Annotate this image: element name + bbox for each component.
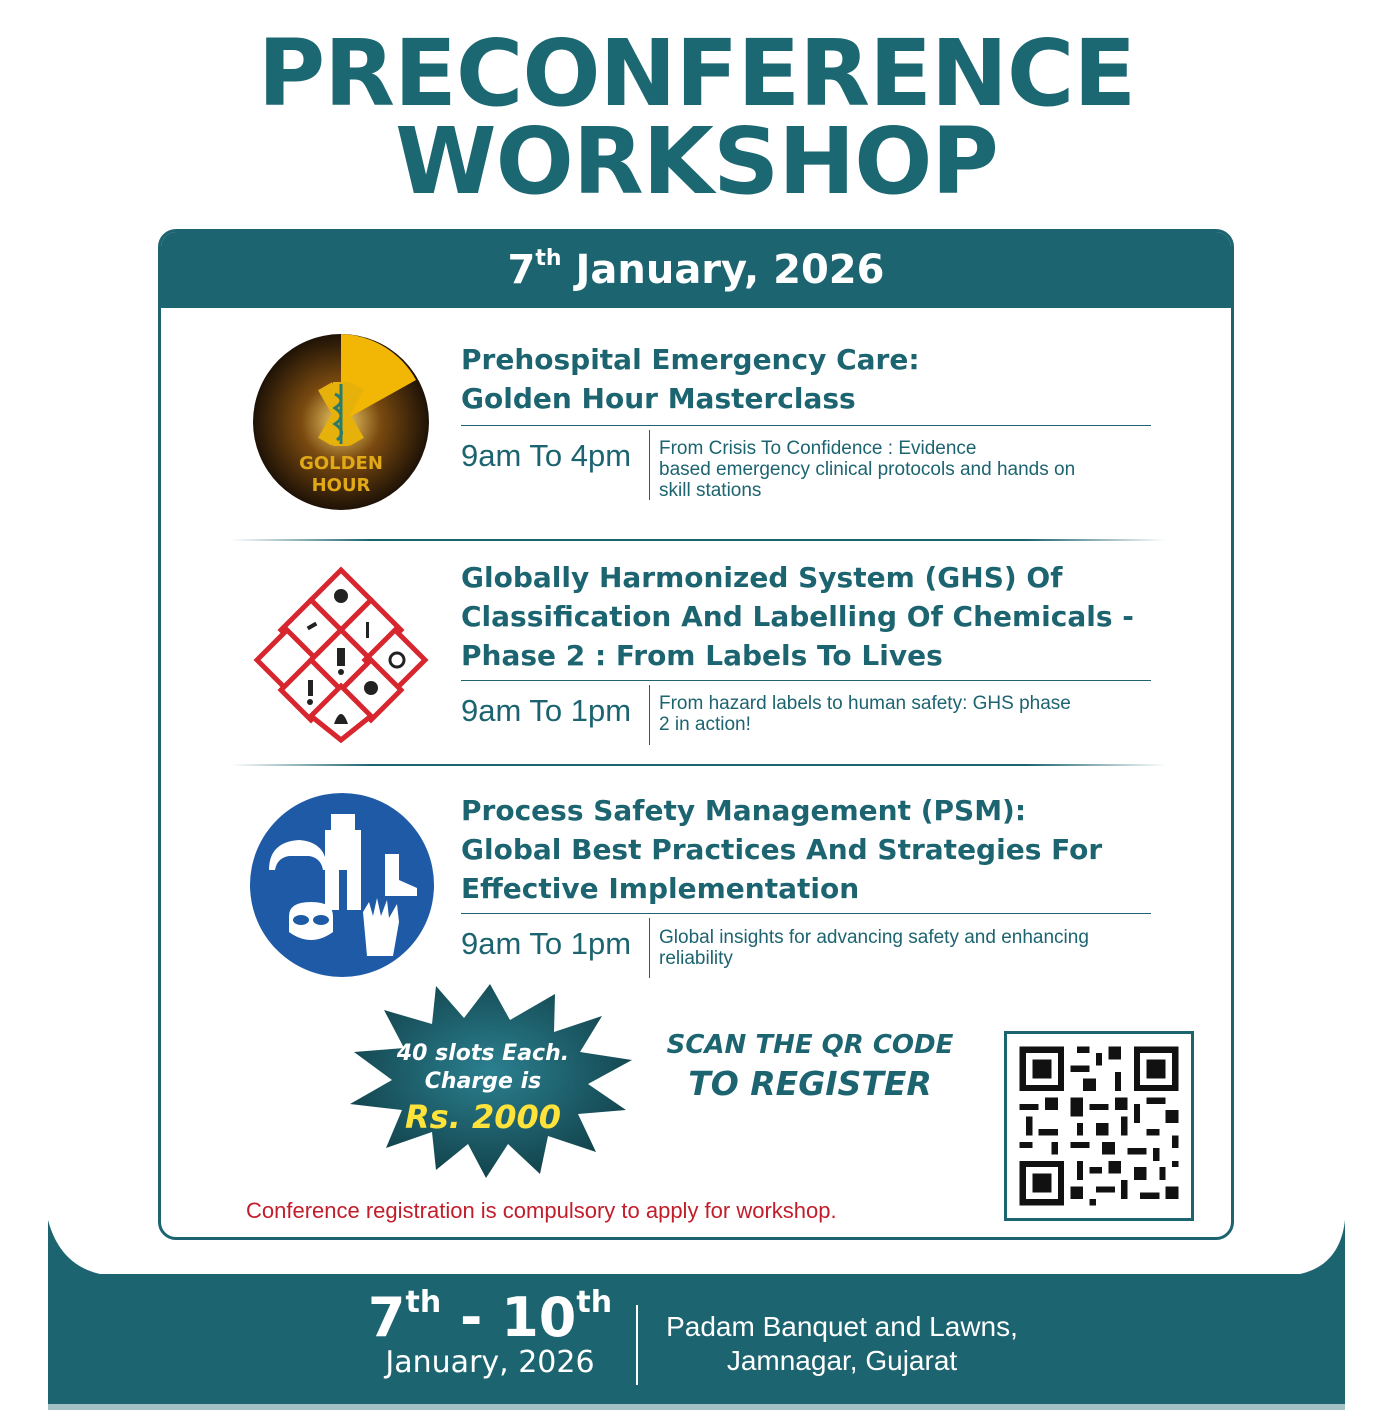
workshop-time: 9am To 1pm bbox=[461, 926, 632, 961]
event-end-day: 10 bbox=[501, 1286, 577, 1349]
page-title-line2: WORKSHOP bbox=[395, 108, 998, 215]
promo-line1: 40 slots Each. bbox=[396, 1041, 570, 1066]
workshop-time: 9am To 4pm bbox=[461, 438, 632, 473]
workshop-desc-line2: reliability bbox=[659, 948, 733, 969]
workshop-rule bbox=[461, 425, 1151, 426]
card-date-suffix: th bbox=[535, 246, 562, 271]
workshop-description bbox=[659, 438, 1139, 501]
workshop-title-line3: Phase 2 : From Labels To Lives bbox=[461, 639, 943, 672]
workshop-divider bbox=[649, 918, 650, 978]
workshop-description bbox=[659, 927, 1139, 969]
card-date-rest: January, 2026 bbox=[561, 247, 885, 293]
workshop-title bbox=[461, 558, 1161, 675]
event-date-dash: - bbox=[441, 1286, 502, 1349]
promo-price: Rs. 2000 bbox=[404, 1098, 562, 1136]
venue-line1: Padam Banquet and Lawns, bbox=[666, 1311, 1018, 1342]
workshop-title-line1: Prehospital Emergency Care: bbox=[461, 343, 920, 376]
page-title-line1: PRECONFERENCE bbox=[257, 20, 1136, 127]
golden-hour-icon bbox=[251, 332, 431, 512]
event-venue bbox=[652, 1310, 1032, 1378]
card-date-day: 7 bbox=[507, 247, 536, 293]
register-instruction-line2: TO REGISTER bbox=[688, 1064, 932, 1103]
workshop-description bbox=[659, 693, 1139, 735]
promo-line2: Charge is bbox=[424, 1069, 542, 1094]
registration-qr-code[interactable] bbox=[1004, 1031, 1194, 1221]
workshop-desc-line1: Global insights for advancing safety and enhancing bbox=[659, 927, 1089, 948]
workshop-title-line2: Golden Hour Masterclass bbox=[461, 382, 856, 415]
promo-text bbox=[378, 1040, 588, 1096]
workshop-divider bbox=[649, 430, 650, 500]
ppe-icon bbox=[249, 792, 435, 978]
workshop-time: 9am To 1pm bbox=[461, 693, 632, 728]
registration-notice: Conference registration is compulsory to apply for workshop. bbox=[246, 1198, 837, 1223]
event-start-suffix: th bbox=[405, 1285, 442, 1320]
workshop-desc-line1: From Crisis To Confidence : Evidence bbox=[659, 438, 977, 459]
workshop-title-line1: Process Safety Management (PSM): bbox=[461, 794, 1027, 827]
footer-divider bbox=[636, 1305, 638, 1385]
event-end-suffix: th bbox=[576, 1285, 613, 1320]
register-instruction-line1: SCAN THE QR CODE bbox=[666, 1030, 954, 1060]
workshop-desc-line2: 2 in action! bbox=[659, 714, 751, 735]
workshop-title bbox=[461, 791, 1161, 908]
section-separator bbox=[231, 539, 1166, 541]
workshop-title-line1: Globally Harmonized System (GHS) Of bbox=[461, 561, 1063, 594]
golden-hour-text2: HOUR bbox=[311, 475, 371, 496]
event-date-range bbox=[360, 1285, 620, 1349]
workshop-desc-line1: From hazard labels to human safety: GHS phase bbox=[659, 693, 1071, 714]
workshop-title-line2: Global Best Practices And Strategies For bbox=[461, 833, 1103, 866]
workshop-divider bbox=[649, 685, 650, 745]
workshop-title bbox=[461, 340, 1161, 418]
venue-line2: Jamnagar, Gujarat bbox=[726, 1345, 958, 1376]
workshop-desc-line2: based emergency clinical protocols and hands on bbox=[659, 459, 1076, 480]
workshop-title-line2: Classification And Labelling Of Chemicals - bbox=[461, 600, 1134, 633]
ghs-pictograms-icon bbox=[251, 564, 431, 744]
workshop-title-line3: Effective Implementation bbox=[461, 872, 860, 905]
qr-code-icon bbox=[1007, 1034, 1191, 1218]
section-separator bbox=[231, 764, 1166, 766]
event-month-year: January, 2026 bbox=[385, 1345, 595, 1380]
workshop-rule bbox=[461, 913, 1151, 914]
workshop-rule bbox=[461, 680, 1151, 681]
workshop-desc-line3: skill stations bbox=[659, 480, 762, 501]
event-dates bbox=[360, 1285, 620, 1380]
card-date-header bbox=[161, 232, 1231, 308]
event-start-day: 7 bbox=[367, 1286, 406, 1349]
golden-hour-text1: GOLDEN bbox=[299, 453, 383, 474]
